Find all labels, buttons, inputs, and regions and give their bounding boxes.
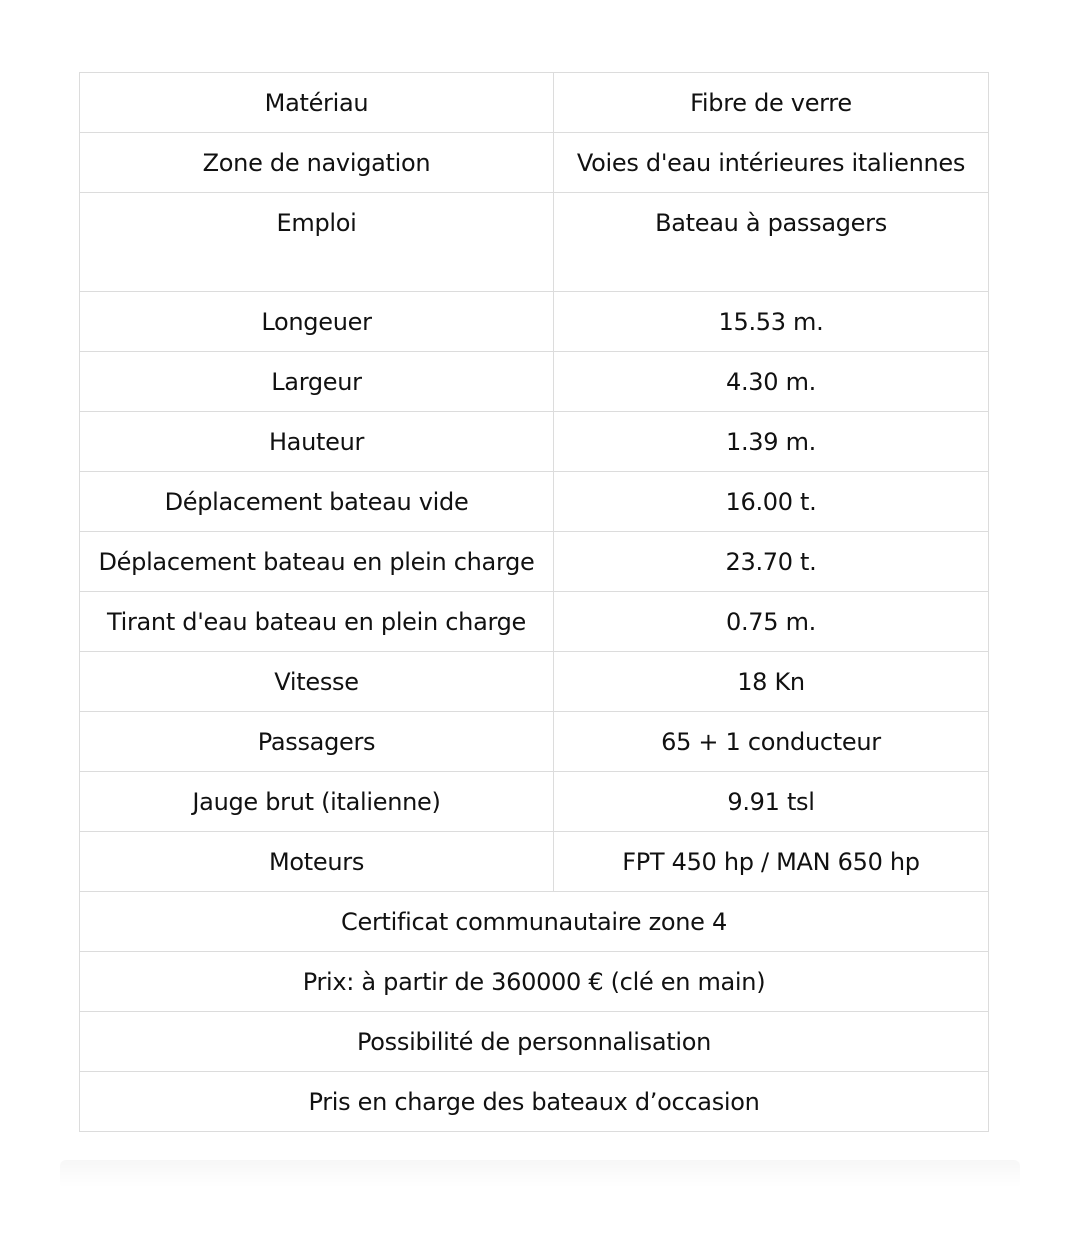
note-price: Prix: à partir de 360000 € (clé en main) xyxy=(80,952,989,1012)
note-customization: Possibilité de personnalisation xyxy=(80,1012,989,1072)
spec-value: Bateau à passagers xyxy=(554,193,989,292)
spec-value: 23.70 t. xyxy=(554,532,989,592)
note-row xyxy=(80,1072,989,1132)
spec-value: 0.75 m. xyxy=(554,592,989,652)
spec-label: Jauge brut (italienne) xyxy=(80,772,554,832)
table-row xyxy=(80,193,989,292)
spec-label: Emploi xyxy=(80,193,554,292)
table-row xyxy=(80,472,989,532)
note-used-boats: Pris en charge des bateaux d’occasion xyxy=(80,1072,989,1132)
spec-label: Vitesse xyxy=(80,652,554,712)
spec-value: 4.30 m. xyxy=(554,352,989,412)
spec-label: Hauteur xyxy=(80,412,554,472)
table-shadow xyxy=(60,1160,1020,1188)
spec-label: Passagers xyxy=(80,712,554,772)
spec-label: Déplacement bateau vide xyxy=(80,472,554,532)
spec-label: Déplacement bateau en plein charge xyxy=(80,532,554,592)
spec-value: Voies d'eau intérieures italiennes xyxy=(554,133,989,193)
table-row xyxy=(80,832,989,892)
boat-spec-table xyxy=(79,72,989,1132)
table-row xyxy=(80,73,989,133)
spec-label: Moteurs xyxy=(80,832,554,892)
spec-label: Longeuer xyxy=(80,292,554,352)
table-row xyxy=(80,652,989,712)
note-certificate: Certificat communautaire zone 4 xyxy=(80,892,989,952)
table-row xyxy=(80,532,989,592)
spec-value: 16.00 t. xyxy=(554,472,989,532)
note-row xyxy=(80,952,989,1012)
table-row xyxy=(80,292,989,352)
spec-label: Largeur xyxy=(80,352,554,412)
spec-value: 9.91 tsl xyxy=(554,772,989,832)
spec-value: 15.53 m. xyxy=(554,292,989,352)
note-row xyxy=(80,1012,989,1072)
spec-value: 18 Kn xyxy=(554,652,989,712)
table-row xyxy=(80,772,989,832)
table-row xyxy=(80,133,989,193)
table-row xyxy=(80,712,989,772)
table-row xyxy=(80,412,989,472)
spec-value: FPT 450 hp / MAN 650 hp xyxy=(554,832,989,892)
table-row xyxy=(80,352,989,412)
table-row xyxy=(80,592,989,652)
spec-label: Tirant d'eau bateau en plein charge xyxy=(80,592,554,652)
note-row xyxy=(80,892,989,952)
spec-value: 65 + 1 conducteur xyxy=(554,712,989,772)
spec-label: Zone de navigation xyxy=(80,133,554,193)
spec-label: Matériau xyxy=(80,73,554,133)
spec-value: 1.39 m. xyxy=(554,412,989,472)
spec-value: Fibre de verre xyxy=(554,73,989,133)
